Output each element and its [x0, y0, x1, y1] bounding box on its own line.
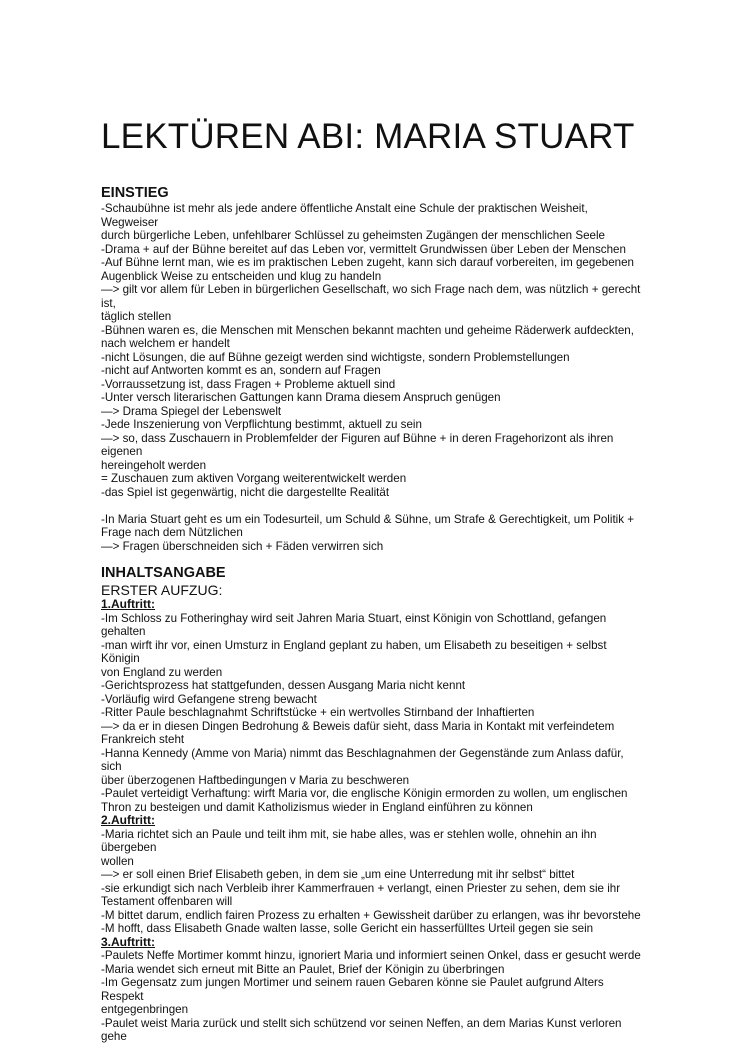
text-line: -Im Schloss zu Fotheringhay wird seit Jahren Maria Stuart, einst Königin von Schottland, gefangen gehalten	[101, 611, 610, 638]
act-heading: ERSTER AUFZUG:	[101, 582, 223, 598]
text-line: nach welchem er handelt	[101, 337, 230, 350]
paragraph-gap	[101, 499, 641, 513]
scenes-container	[101, 598, 641, 1044]
text-line: —> er soll einen Brief Elisabeth geben, in dem sie „um eine Unterredung mit ihr selbst“ bittet	[101, 868, 575, 881]
text-line: -Hanna Kennedy (Amme von Maria) nimmt das Beschlagnahmen der Gegenstände zum Anlass dafür, sich	[101, 746, 627, 773]
text-line: -Paulet verteidigt Verhaftung: wirft Maria vor, die englische Königin ermorden zu wollen, um englischen	[101, 787, 628, 800]
text-line: -Jede Inszenierung von Verpflichtung bestimmt, aktuell zu sein	[101, 418, 422, 431]
text-line: wollen	[101, 854, 134, 868]
text-line: -M bittet darum, endlich fairen Prozess zu erhalten + Gewissheit darüber zu erlangen, was ihr bevorstehe	[101, 908, 641, 922]
scene-heading: 1.Auftritt:	[101, 597, 155, 611]
text-line: -Maria richtet sich an Paule und teilt ihm mit, sie habe alles, was er stehlen wolle, ohnehin an ihn übergeben	[101, 827, 600, 854]
text-line: -Im Gegensatz zum jungen Mortimer und seinem rauen Gebaren könne sie Paulet aufgrund Alters Respekt	[101, 976, 607, 1003]
text-line: = Zuschauen zum aktiven Vorgang weiterentwickelt werden	[101, 472, 407, 485]
text-line: -Paulet weist Maria zurück und stellt sich schützend vor seinen Neffen, an dem Marias Kunst verloren gehe	[101, 1016, 625, 1043]
text-line: Frankreich steht	[101, 733, 185, 746]
scene-heading: 2.Auftritt:	[101, 813, 155, 827]
text-line: -Schaubühne ist mehr als jede andere öffentliche Anstalt eine Schule der praktischen Weisheit, Wegweiser	[101, 202, 592, 229]
text-line: —> da er in diesen Dingen Bedrohung & Beweis dafür sieht, dass Maria in Kontakt mit verfeindetem	[101, 719, 615, 733]
text-line: -nicht auf Antworten kommt es an, sondern auf Fragen	[101, 364, 381, 377]
text-line: -M hofft, dass Elisabeth Gnade walten lasse, solle Gericht ein hasserfülltes Urteil gegen sie sein	[101, 922, 594, 935]
text-line: -In Maria Stuart geht es um ein Todesurteil, um Schuld & Sühne, um Strafe & Gerechtigkeit, um Politik +	[101, 512, 635, 526]
text-line: von England zu werden	[101, 665, 223, 679]
text-line: Frage nach dem Nützlichen	[101, 526, 243, 539]
text-line: —> gilt vor allem für Leben in bürgerlichen Gesellschaft, wo sich Frage nach dem, was nützlich + gerecht ist,	[101, 283, 644, 310]
text-line: -Vorläufig wird Gefangene streng bewacht	[101, 692, 317, 706]
text-line: -Auf Bühne lernt man, wie es im praktischen Leben zugeht, kann sich darauf vorbereiten, im gegebenen	[101, 256, 634, 269]
text-line: Testament offenbaren will	[101, 895, 233, 908]
text-line: —> so, dass Zuschauern in Problemfelder der Figuren auf Bühne + in deren Fragehorizont als ihren eigenen	[101, 431, 617, 458]
text-line: -Ritter Paule beschlagnahmt Schriftstücke + ein wertvolles Stirnband der Inhaftierten	[101, 706, 535, 719]
text-line: Thron zu besteigen und damit Katholizismus wieder in England einführen zu können	[101, 800, 533, 814]
text-line: —> Fragen überschneiden sich + Fäden verwirren sich	[101, 539, 384, 553]
text-line: -Maria wendet sich erneut mit Bitte an Paulet, Brief der Königin zu überbringen	[101, 962, 505, 976]
section-heading-einstieg: EINSTIEG	[101, 185, 169, 201]
document-page	[101, 115, 644, 1044]
text-line: -das Spiel ist gegenwärtig, nicht die dargestellte Realität	[101, 485, 390, 499]
section-heading-inhaltsangabe: INHALTSANGABE	[101, 565, 226, 581]
einstieg-body-2	[101, 513, 641, 554]
text-line: -nicht Lösungen, die auf Bühne gezeigt werden sind wichtigste, sondern Problemstellungen	[101, 350, 570, 364]
text-line: über überzogenen Haftbedingungen v Maria zu beschweren	[101, 773, 410, 787]
text-line: hereingeholt werden	[101, 458, 207, 472]
text-line: -Paulets Neffe Mortimer kommt hinzu, ignoriert Maria und informiert seinen Onkel, dass er gesucht werde	[101, 949, 641, 962]
text-line: -man wirft ihr vor, einen Umsturz in England geplant zu haben, um Elisabeth zu beseitigen + selbst Königin	[101, 638, 610, 665]
text-line: —> Drama Spiegel der Lebenswelt	[101, 404, 282, 418]
text-line: -sie erkundigt sich nach Verbleib ihrer Kammerfrauen + verlangt, einen Priester zu sehen, dem sie ihr	[101, 881, 621, 895]
document-title: LEKTÜREN ABI: MARIA STUART	[101, 117, 635, 156]
einstieg-body	[101, 202, 644, 499]
text-line: täglich stellen	[101, 310, 172, 323]
text-line: -Drama + auf der Bühne bereitet auf das Leben vor, vermittelt Grundwissen über Leben der Menschen	[101, 242, 626, 256]
text-line: durch bürgerliche Leben, unfehlbarer Schlüssel zu geheimsten Zugängen der menschlichen Seele	[101, 229, 605, 242]
text-line: -Gerichtsprozess hat stattgefunden, dessen Ausgang Maria nicht kennt	[101, 679, 466, 692]
text-line: entgegenbringen	[101, 1003, 189, 1016]
text-line: -Unter versch literarischen Gattungen kann Drama diesem Anspruch genügen	[101, 391, 501, 404]
scene-heading: 3.Auftritt:	[101, 934, 155, 949]
text-line: -Vorraussetzung ist, dass Fragen + Probleme aktuell sind	[101, 377, 396, 391]
text-line: Augenblick Weise zu entscheiden und klug zu handeln	[101, 269, 382, 283]
text-line: -Bühnen waren es, die Menschen mit Menschen bekannt machten und geheime Räderwerk aufdeckten,	[101, 323, 634, 337]
